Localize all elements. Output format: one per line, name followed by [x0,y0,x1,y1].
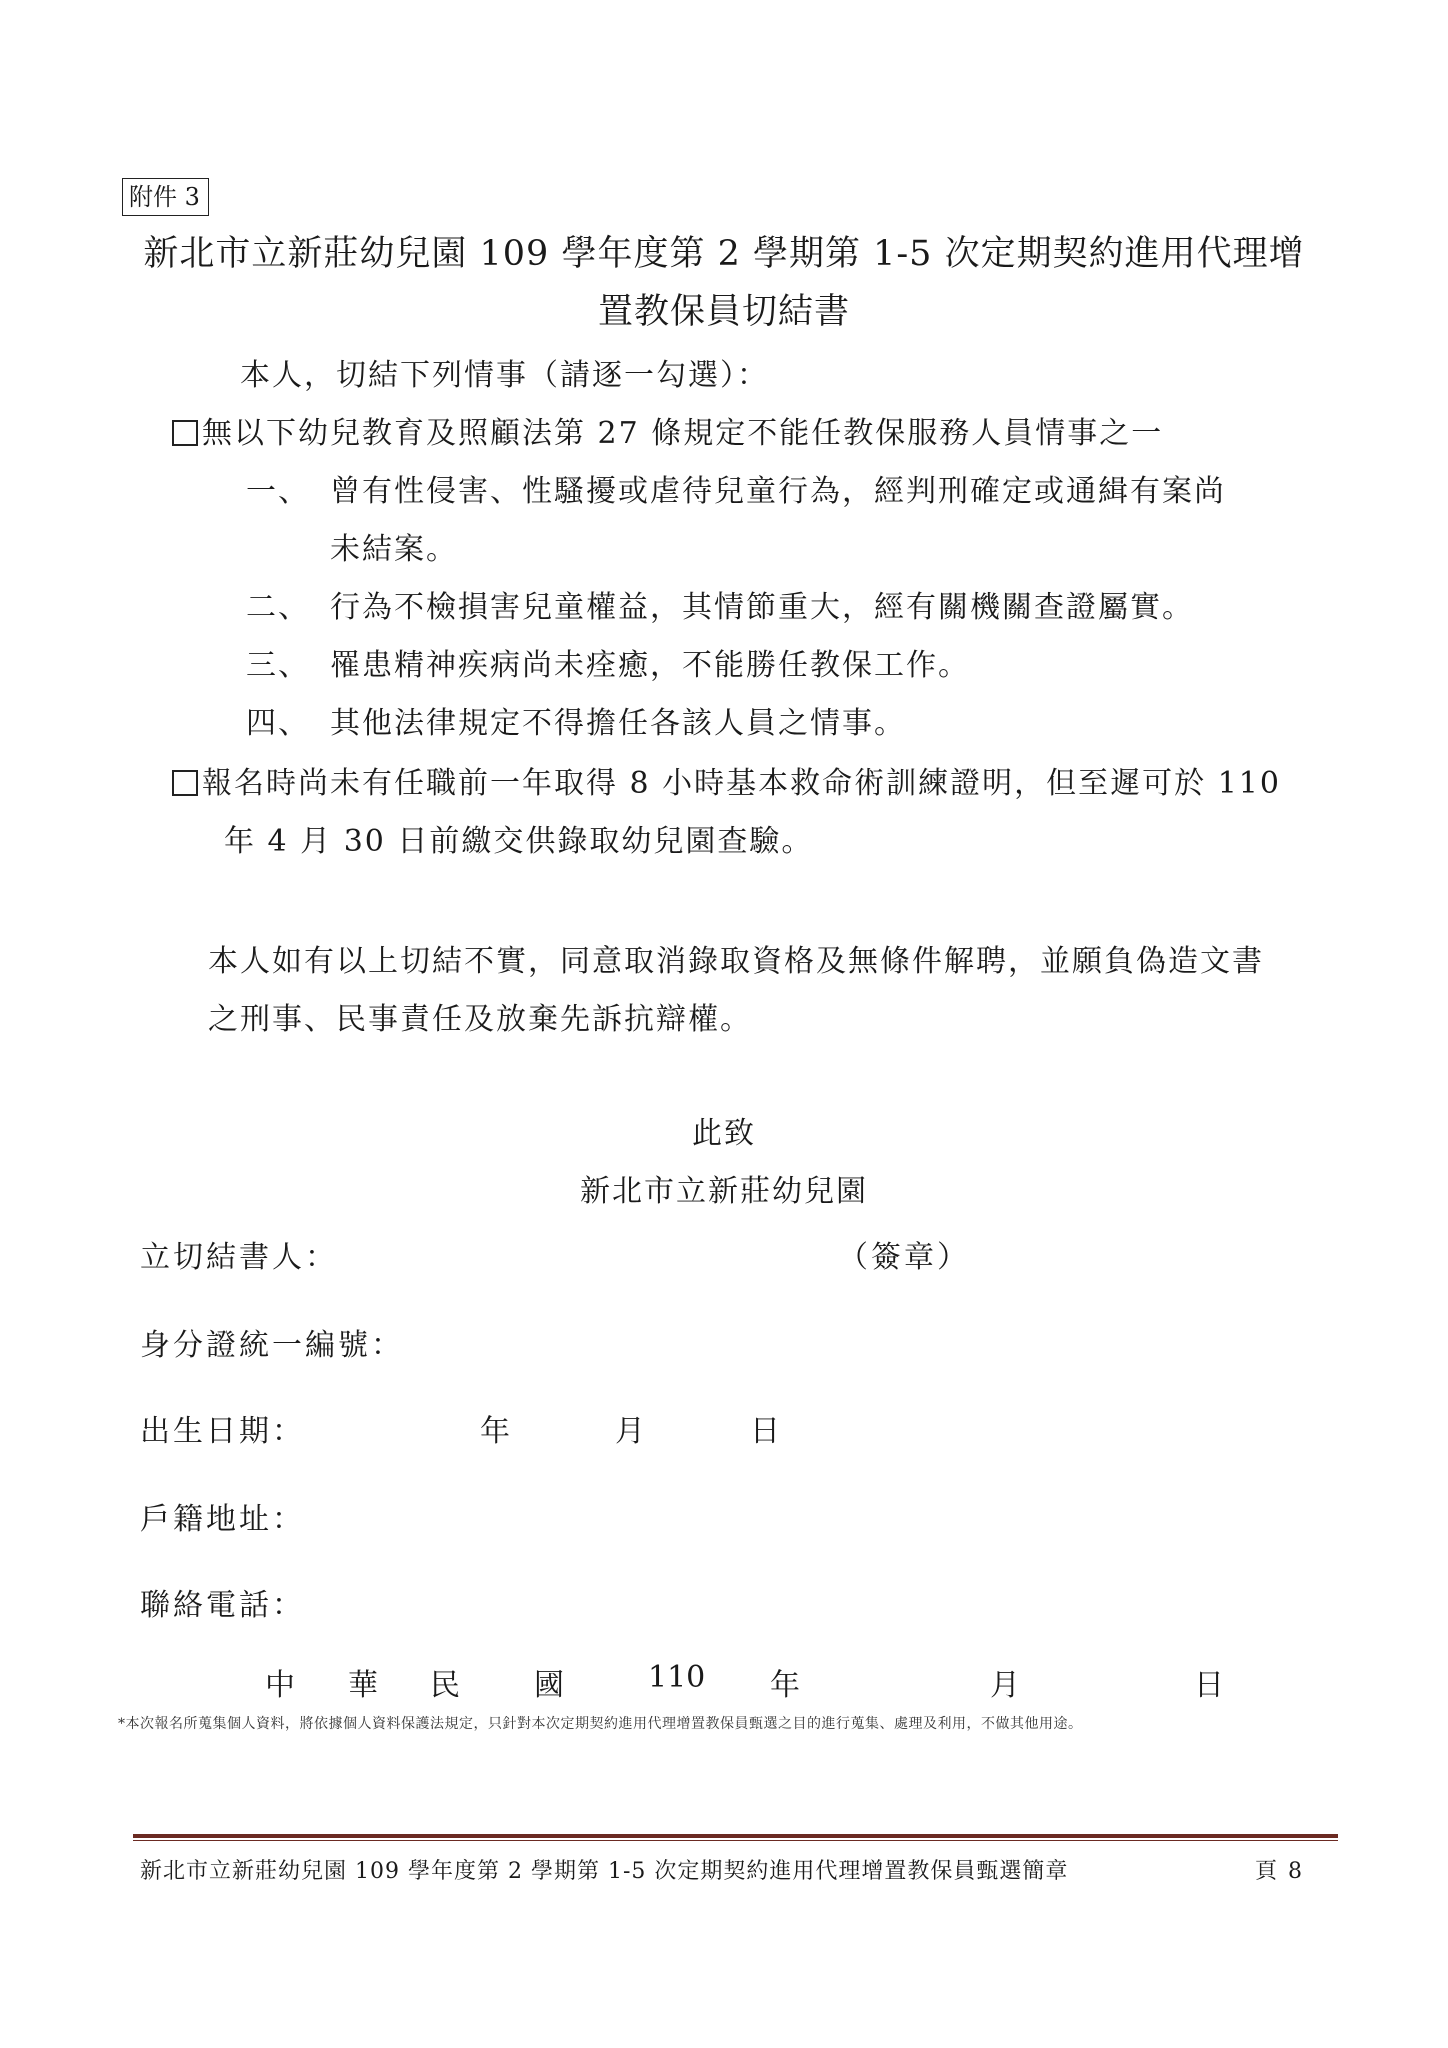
item-number: 二、 [246,590,310,625]
checkbox-box[interactable] [172,770,198,796]
item-number: 一、 [246,474,310,509]
phone-label: 聯絡電話： [140,1588,305,1623]
item-number: 三、 [246,648,310,683]
list-item [246,582,1194,626]
checkbox-no-disqualification[interactable] [172,408,1163,452]
checkbox-label-continuation: 年 4 月 30 日前繳交供錄取幼兒園查驗。 [224,824,814,859]
annex-label: 附件 3 [122,178,209,216]
date-char: 華 [348,1668,378,1703]
item-text: 罹患精神疾病尚未痊癒，不能勝任教保工作。 [330,648,970,683]
date-month-label: 月 [990,1668,1020,1703]
signer-label: 立切結書人： [140,1240,338,1275]
intro-text: 本人，切結下列情事（請逐一勾選）： [240,358,769,393]
salutation: 此致 [692,1116,756,1151]
item-text: 行為不檢損害兒童權益，其情節重大，經有關機關查證屬實。 [330,590,1194,625]
signature-note: （簽章） [838,1240,970,1275]
recipient: 新北市立新莊幼兒園 [580,1174,868,1209]
id-number-label: 身分證統一編號： [140,1328,404,1363]
footer-divider-thin [133,1840,1338,1841]
address-label: 戶籍地址： [140,1502,305,1537]
declaration-line2: 之刑事、民事責任及放棄先訴抗辯權。 [208,1002,752,1037]
list-item [246,466,1226,510]
checkbox-label: 無以下幼兒教育及照顧法第 27 條規定不能任教保服務人員情事之一 [202,416,1164,451]
date-char: 民 [430,1668,460,1703]
date-char: 國 [534,1668,564,1703]
birth-day-label: 日 [750,1414,783,1449]
date-year-value: 110 [648,1660,706,1695]
item-text: 曾有性侵害、性騷擾或虐待兒童行為，經判刑確定或通緝有案尚 [330,474,1226,509]
birth-date-label: 出生日期： [140,1414,305,1449]
item-number: 四、 [246,706,310,741]
checkbox-label: 報名時尚未有任職前一年取得 8 小時基本救命術訓練證明，但至遲可於 110 [202,766,1281,801]
birth-year-label: 年 [480,1414,513,1449]
footer-text: 新北市立新莊幼兒園 109 學年度第 2 學期第 1-5 次定期契約進用代理增置教保員甄選簡章 [140,1859,1069,1884]
document-title-line2: 置教保員切結書 [597,292,850,332]
birth-month-label: 月 [615,1414,648,1449]
list-item [246,698,906,742]
document-title-line1: 新北市立新莊幼兒園 109 學年度第 2 學期第 1-5 次定期契約進用代理增 [143,234,1305,274]
declaration-line1: 本人如有以上切結不實，同意取消錄取資格及無條件解聘，並願負偽造文書 [208,944,1264,979]
privacy-note: *本次報名所蒐集個人資料，將依據個人資料保護法規定，只針對本次定期契約進用代理增置教保員甄選之目的進行蒐集、處理及利用，不做其他用途。 [118,1716,1083,1732]
checkbox-cpr-certificate[interactable] [172,758,1281,802]
list-item [246,640,970,684]
list-item-continuation: 未結案。 [330,532,458,567]
checkbox-box[interactable] [172,420,198,446]
date-year-label: 年 [770,1668,800,1703]
footer-divider [133,1834,1338,1838]
item-text: 其他法律規定不得擔任各該人員之情事。 [330,706,906,741]
date-day-label: 日 [1194,1668,1224,1703]
page-number: 頁 8 [1255,1859,1304,1884]
date-char: 中 [265,1668,295,1703]
